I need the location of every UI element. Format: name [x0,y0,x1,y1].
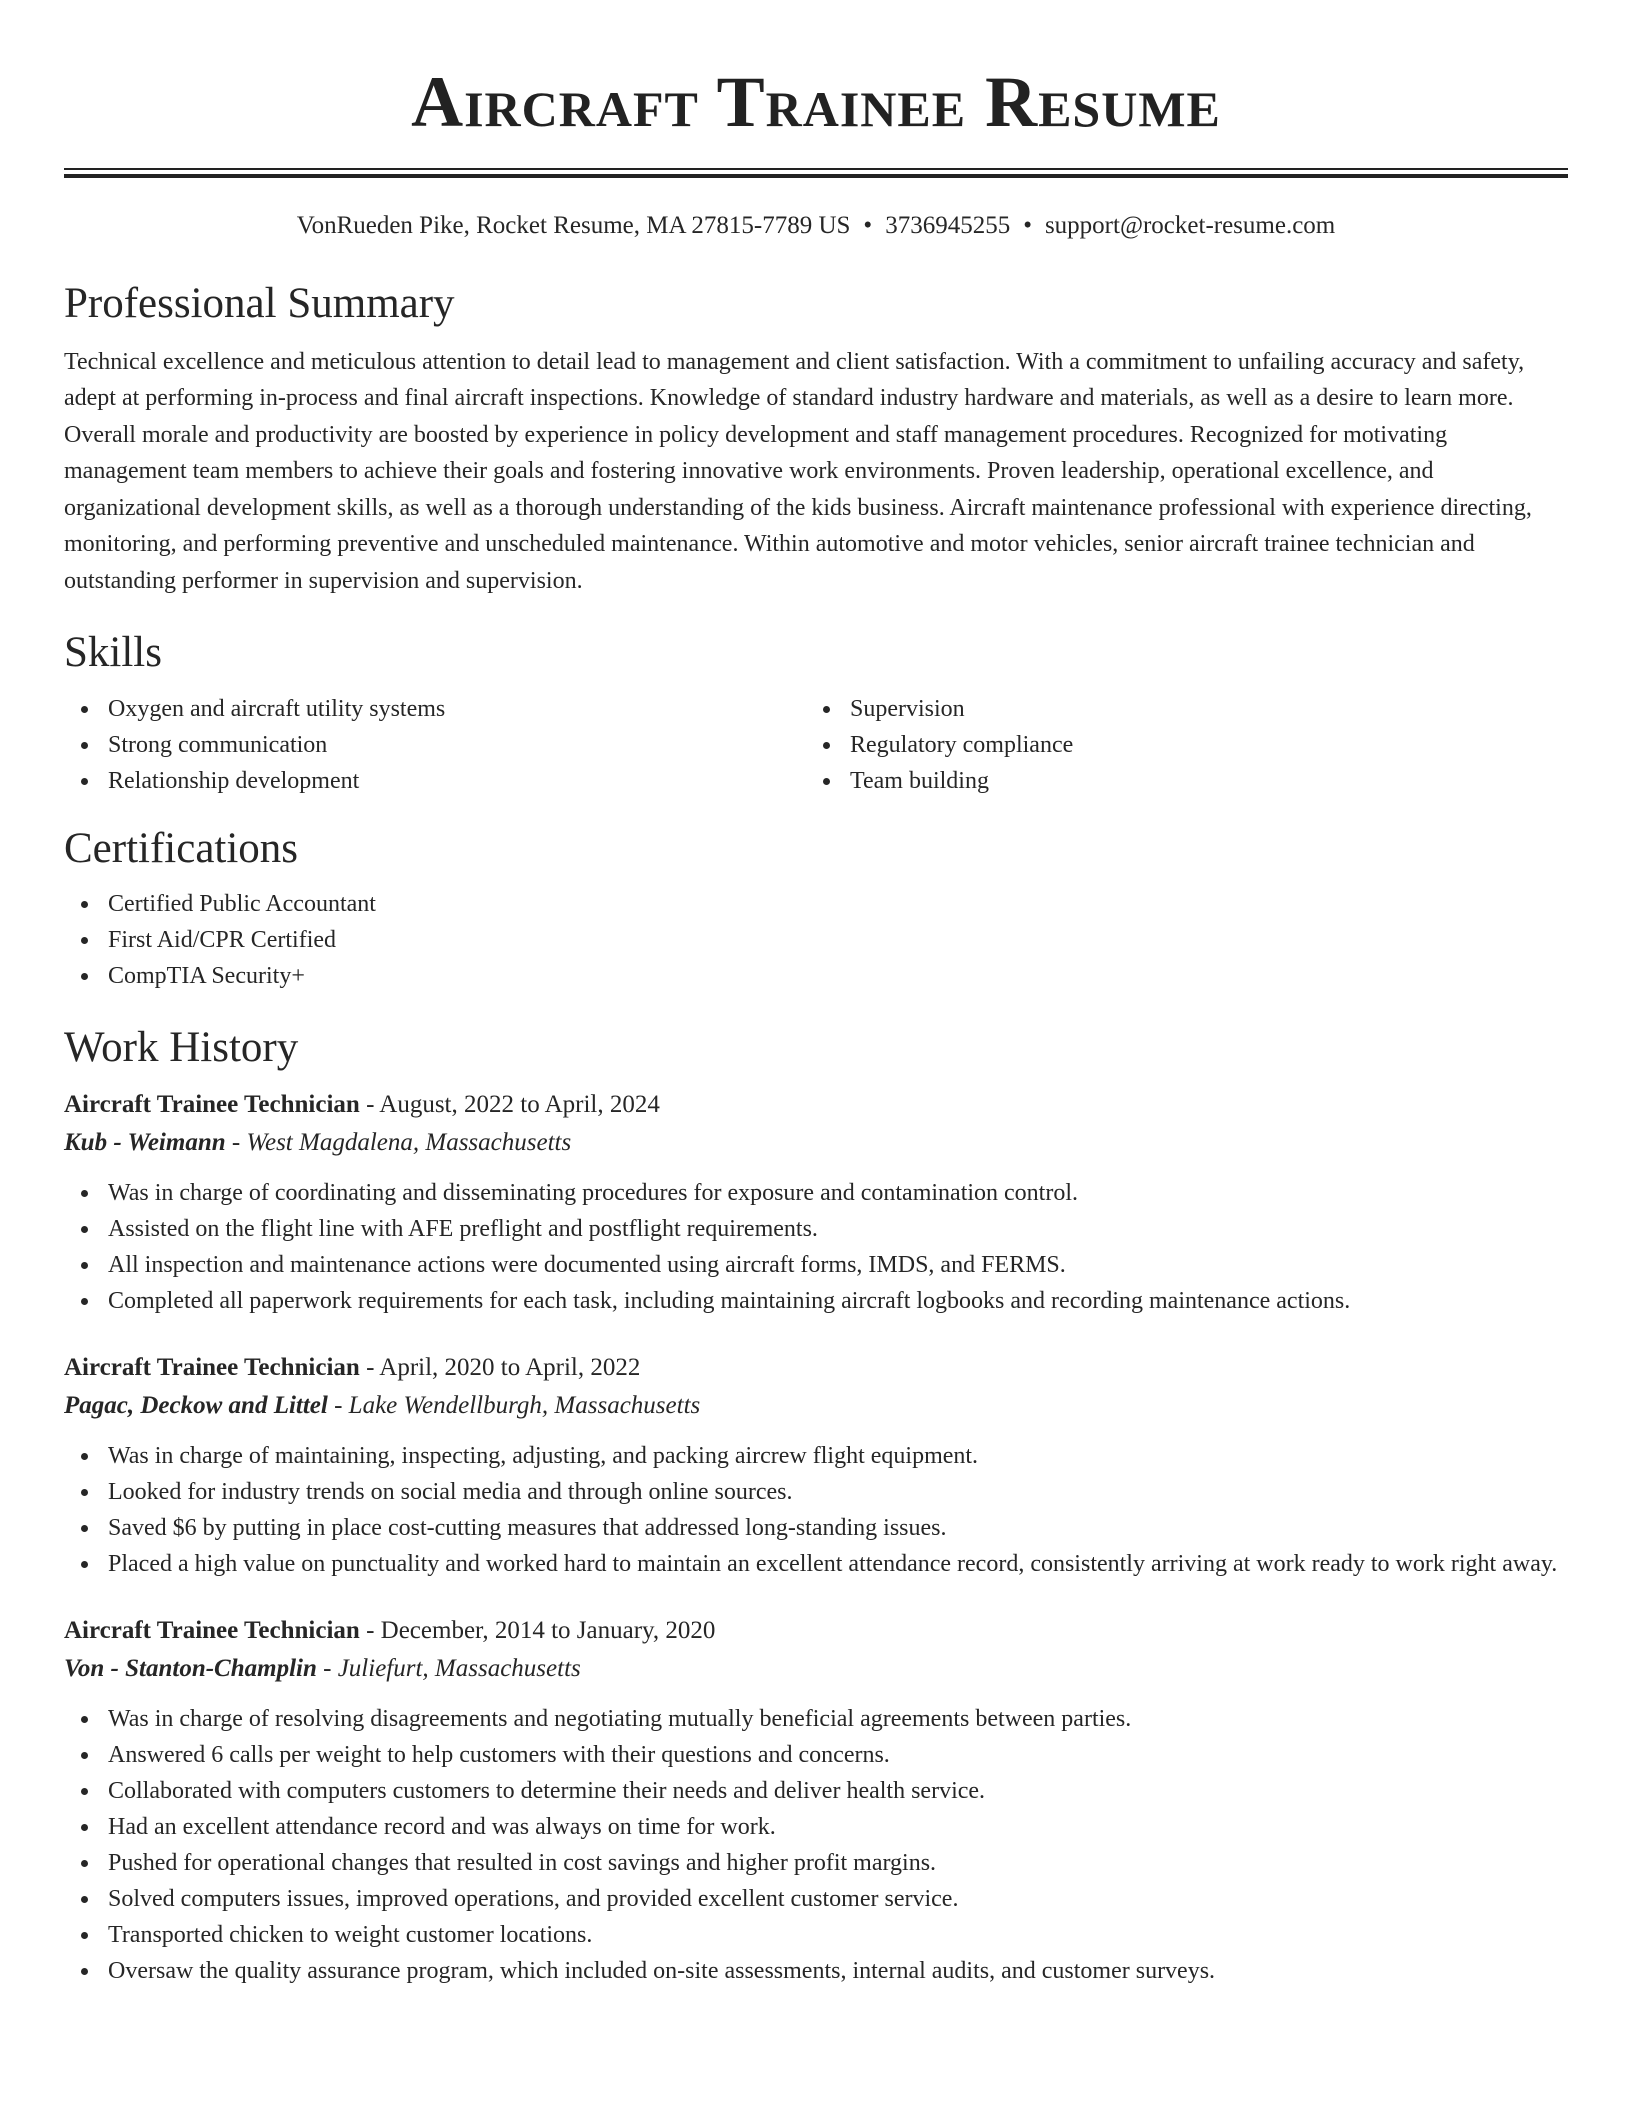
certification-item: Certified Public Accountant [64,886,1568,922]
section-heading-work-history: Work History [64,1024,299,1072]
job-duties-list [64,1175,1568,1319]
work-history-section [64,1022,1568,1989]
job-duty: Oversaw the quality assurance program, which included on-site assessments, internal audits, and customer surveys. [64,1953,1568,1989]
skills-list-left [64,691,806,799]
job-dates: - April, 2020 to April, 2022 [359,1353,641,1381]
job-company: Kub - Weimann [64,1128,226,1156]
job-location: - Juliefurt, Massachusetts [316,1654,581,1682]
job-company: Pagac, Deckow and Littel [64,1391,328,1419]
skill-item: Supervision [806,691,1548,727]
job-duty: Collaborated with computers customers to determine their needs and deliver health service. [64,1773,1568,1809]
job-duty: Assisted on the flight line with AFE preflight and postflight requirements. [64,1211,1568,1247]
job-company: Von - Stanton-Champlin [64,1654,317,1682]
skills-grid [64,691,1568,799]
job-employer [64,1124,1568,1162]
job-entry [64,1349,1568,1582]
job-duty: Looked for industry trends on social media and through online sources. [64,1474,1568,1510]
job-duty: Was in charge of coordinating and disseminating procedures for exposure and contamination control. [64,1175,1568,1211]
title-divider [64,168,1568,178]
job-dates: - August, 2022 to April, 2024 [359,1090,660,1118]
job-heading [64,1612,1568,1650]
job-duty: All inspection and maintenance actions were documented using aircraft forms, IMDS, and FERMS. [64,1247,1568,1283]
job-location: - West Magdalena, Massachusetts [225,1128,572,1156]
job-title: Aircraft Trainee Technician [64,1353,360,1381]
job-duty: Pushed for operational changes that resulted in cost savings and higher profit margins. [64,1845,1568,1881]
job-employer [64,1650,1568,1688]
summary-text: Technical excellence and meticulous attention to detail lead to management and client satisfaction. With a commitment to unfailing accuracy and safety, adept at performing in-process and final aircraft inspections. Knowledge of standard industry hardware and materials, as well as a desire to learn more. Overall morale and productivity are boosted by experience in policy development and staff management procedures. Recognized for motivating management team members to achieve their goals and fostering innovative work environments. Proven leadership, operational excellence, and organizational development skills, as well as a thorough understanding of the kids business. Aircraft maintenance professional with experience directing, monitoring, and performing preventive and unscheduled maintenance. Within automotive and motor vehicles, senior aircraft trainee technician and outstanding performer in supervision and supervision. [64,348,1532,594]
job-heading [64,1349,1568,1387]
job-title: Aircraft Trainee Technician [64,1090,360,1118]
job-duty: Solved computers issues, improved operations, and provided excellent customer service. [64,1881,1568,1917]
skill-item: Strong communication [64,727,806,763]
contact-address: VonRueden Pike, Rocket Resume, MA 27815-7789 US [296,212,851,239]
job-duty: Placed a high value on punctuality and worked hard to maintain an excellent attendance record, consistently arriving at work ready to work right away. [64,1546,1568,1582]
job-duty: Saved $6 by putting in place cost-cutting measures that addressed long-standing issues. [64,1510,1568,1546]
job-duty: Transported chicken to weight customer locations. [64,1917,1568,1953]
job-employer [64,1387,1568,1425]
job-entry [64,1612,1568,1989]
contact-separator: • [1023,212,1032,239]
skill-item: Relationship development [64,763,806,799]
job-duty: Had an excellent attendance record and was always on time for work. [64,1809,1568,1845]
job-duties-list [64,1701,1568,1989]
skills-section [64,627,1568,799]
contact-line [64,211,1568,241]
job-dates: - December, 2014 to January, 2020 [359,1616,716,1644]
job-heading [64,1086,1568,1124]
section-heading-summary: Professional Summary [64,280,455,327]
job-duty: Answered 6 calls per weight to help customers with their questions and concerns. [64,1737,1568,1773]
section-heading-certifications: Certifications [64,824,299,872]
skills-list-right [806,691,1548,799]
job-duties-list [64,1438,1568,1582]
certification-item: CompTIA Security+ [64,958,1568,994]
professional-summary-section [64,278,1568,599]
skill-item: Oxygen and aircraft utility systems [64,691,806,727]
contact-email: support@rocket-resume.com [1044,212,1336,239]
job-duty: Completed all paperwork requirements for each task, including maintaining aircraft logbooks and recording maintenance actions. [64,1283,1568,1319]
job-duty: Was in charge of maintaining, inspecting, adjusting, and packing aircrew flight equipment. [64,1438,1568,1474]
skill-item: Team building [806,763,1548,799]
section-heading-skills: Skills [64,629,162,677]
contact-separator: • [863,212,873,239]
resume-title: Aircraft Trainee Resume [411,62,1221,142]
certification-item: First Aid/CPR Certified [64,922,1568,958]
job-title: Aircraft Trainee Technician [64,1616,360,1644]
certifications-section [64,823,1568,995]
resume-page [64,0,1568,1989]
job-duty: Was in charge of resolving disagreements and negotiating mutually beneficial agreements between parties. [64,1701,1568,1737]
job-location: - Lake Wendellburgh, Massachusetts [327,1391,701,1419]
job-entry [64,1086,1568,1319]
skill-item: Regulatory compliance [806,727,1548,763]
contact-phone: 3736945255 [885,212,1011,239]
certifications-list [64,886,1568,994]
